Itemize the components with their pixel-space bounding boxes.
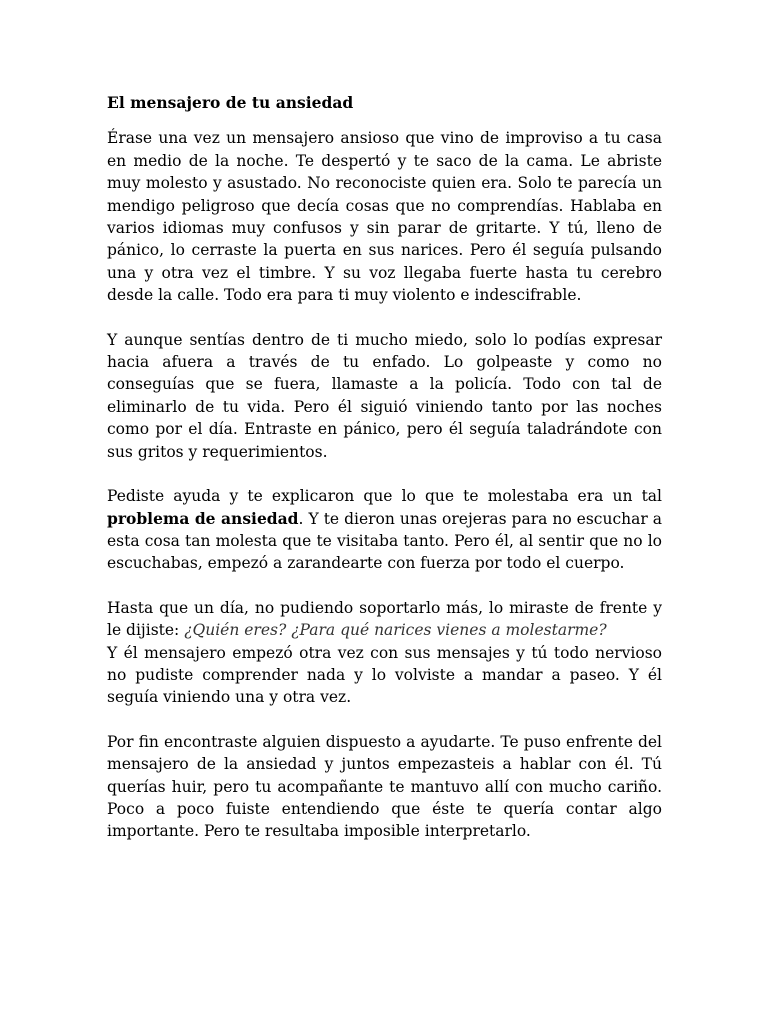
- paragraph-3-text-start: Pediste ayuda y te explicaron que lo que te molestaba era un tal: [107, 487, 662, 506]
- paragraph-2: Y aunque sentías dentro de ti mucho miedo, solo lo podías expresar hacia afuera a través de tu enfado. Lo golpeaste y como no conseguías que se fuera, llamaste a la policía. Todo con tal de eliminarlo de tu vida. Pero él siguió viniendo tanto por las noches como por el día. Entraste en pánico, pero él seguía taladrándote con sus gritos y requerimientos.: [107, 330, 662, 461]
- document-title: El mensajero de tu ansiedad: [107, 93, 354, 112]
- paragraph-4: [107, 597, 662, 642]
- paragraph-1: Érase una vez un mensajero ansioso que vino de improviso a tu casa en medio de la noche. Te despertó y te saco de la cama. Le abriste muy molesto y asustado. No reconociste quien era. Solo te parecía un mendigo peligroso que decía cosas que no comprendías. Hablaba en varios idiomas muy confusos y sin parar de gritarte. Y tú, lleno de pánico, lo cerraste la puerta en sus narices. Pero él seguía pulsando una y otra vez el timbre. Y su voz llegaba fuerte hasta tu cerebro desde la calle. Todo era para ti muy violento e indescifrable.: [107, 129, 662, 305]
- paragraph-4-italic-question: ¿Quién eres? ¿Para qué narices vienes a molestarme?: [184, 621, 607, 640]
- document-page: [107, 92, 662, 865]
- paragraph-6: Por fin encontraste alguien dispuesto a ayudarte. Te puso enfrente del mensajero de la ansiedad y juntos empezasteis a hablar con él. Tú querías huir, pero tu acompañante te mantuvo allí con mucho cariño. Poco a poco fuiste entendiendo que éste te quería contar algo importante. Pero te resultaba imposible interpretarlo.: [107, 732, 662, 841]
- paragraph-3: [107, 485, 662, 575]
- paragraph-3-text-end: . Y te dieron unas orejeras para no escuchar a esta cosa tan molesta que te visitaba tanto. Pero él, al sentir que no lo escuchabas, empezó a zarandearte con fuerza por todo el cuerpo.: [107, 509, 663, 573]
- paragraph-3-bold-term: problema de ansiedad: [107, 508, 299, 528]
- paragraph-5: Y él mensajero empezó otra vez con sus mensajes y tú todo nervioso no pudiste comprender nada y lo volviste a mandar a paseo. Y él seguía viniendo una y otra vez.: [107, 643, 662, 707]
- paragraph-4-text: Hasta que un día, no pudiendo soportarlo más, lo miraste de frente y le dijiste:: [107, 598, 662, 640]
